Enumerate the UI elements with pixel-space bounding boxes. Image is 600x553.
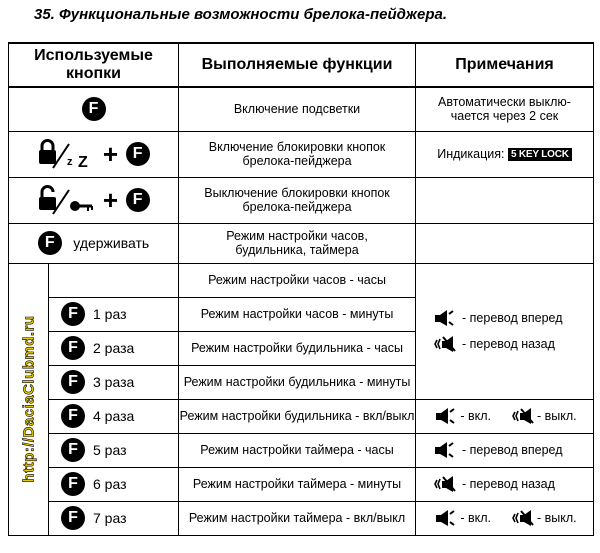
note-cell: Автоматически выклю-чается через 2 сек [416,87,594,131]
sound-off-icon [434,476,456,492]
count-cell: F 2 раза [49,331,179,365]
f-button-icon: F [61,302,85,326]
table-row [9,501,594,535]
table-row [9,467,594,501]
sound-on-icon [434,442,456,458]
function-cell: Режим настройки часов - часы [179,263,416,297]
function-cell: Режим настройки часов, будильника, таймера [179,223,416,263]
f-button-icon: F [61,506,85,530]
table-header-row [9,43,594,87]
sound-off-icon [434,336,456,352]
note-cell [416,263,594,399]
header-buttons: Используемые кнопки [9,43,179,87]
sound-off-icon [512,510,534,526]
note-cell [416,501,594,535]
table-row [9,433,594,467]
function-cell: Режим настройки таймера - минуты [179,467,416,501]
table-row [9,263,594,297]
table-row [9,399,594,433]
hold-label: удерживать [73,235,150,251]
sound-on-icon [435,408,457,424]
page-title: 35. Функциональные возможности брелока-пейджера. [34,6,447,23]
note-back: - перевод назад [416,471,593,497]
count-cell: F 5 раз [49,433,179,467]
f-button-icon: F [61,370,85,394]
function-cell: Режим настройки будильника - минуты [179,365,416,399]
count-cell: F 6 раз [49,467,179,501]
note-cell [416,223,594,263]
f-button-icon: F [61,336,85,360]
f-button-icon: F [126,142,150,166]
sound-on-icon [435,510,457,526]
note-cell [416,177,594,223]
f-button-icon: F [61,404,85,428]
note-forward: - перевод вперед [416,437,593,463]
function-cell: Режим настройки таймера - вкл/выкл [179,501,416,535]
plus-sign: + [102,138,119,169]
note-cell [416,399,594,433]
function-cell: Выключение блокировки кнопок брелока-пейджера [179,177,416,223]
sound-on-icon [434,310,456,326]
svg-text:z: z [67,156,73,168]
function-cell: Включение блокировки кнопок брелока-пейджера [179,131,416,177]
count-cell: F 3 раза [49,365,179,399]
table-row [9,177,594,223]
lcd-indicator: 5 KEY LOCK [508,148,572,161]
buttons-cell [9,177,179,223]
count-cell [49,263,179,297]
count-cell: F 4 раза [49,399,179,433]
table-row [9,131,594,177]
table-row [9,223,594,263]
function-cell: Режим настройки будильника - часы [179,331,416,365]
function-cell: Включение подсветки [179,87,416,131]
note-on-off: - вкл. - выкл. [416,510,593,526]
f-button-icon: F [82,97,106,121]
header-notes: Примечания [416,43,594,87]
f-button-icon: F [126,188,150,212]
note-forward: - перевод вперед [416,305,593,331]
note-cell [416,433,594,467]
count-cell: F 1 раз [49,297,179,331]
note-back: - перевод назад [416,331,593,357]
unlock-key-icon [37,185,95,215]
functions-table [8,42,594,536]
note-cell [416,131,594,177]
note-on-off: - вкл. - выкл. [416,408,593,424]
f-button-icon: F [61,472,85,496]
indication-label: Индикация: [437,146,505,161]
watermark-text: http://DaciaClubmd.ru [20,315,37,483]
f-button-icon: F [38,231,62,255]
buttons-cell [9,87,179,131]
note-cell [416,467,594,501]
watermark-cell [9,263,49,535]
header-functions: Выполняемые функции [179,43,416,87]
count-cell: F 7 раз [49,501,179,535]
buttons-cell [9,223,179,263]
function-cell: Режим настройки таймера - часы [179,433,416,467]
table-row [9,87,594,131]
plus-sign: + [102,184,119,215]
function-cell: Режим настройки часов - минуты [179,297,416,331]
sound-off-icon [512,408,534,424]
f-button-icon: F [61,438,85,462]
buttons-cell [9,131,179,177]
function-cell: Режим настройки будильника - вкл/выкл [179,399,416,433]
svg-text:Z: Z [78,154,89,169]
lock-sleep-icon [37,139,95,169]
